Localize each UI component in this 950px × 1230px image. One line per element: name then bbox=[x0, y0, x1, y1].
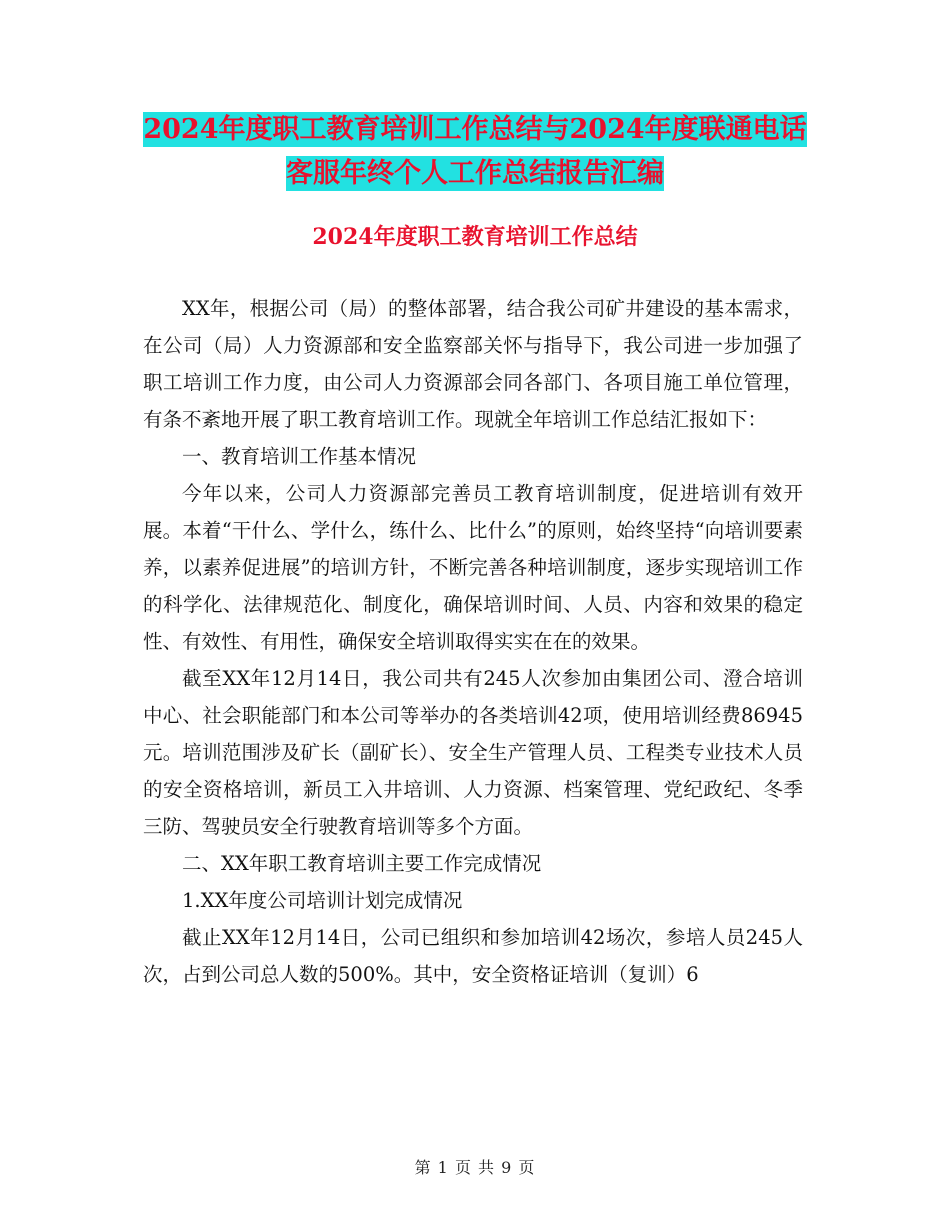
page-footer: 第 1 页 共 9 页 bbox=[414, 1158, 536, 1177]
paragraph-subheading: 1.XX年度公司培训计划完成情况 bbox=[182, 889, 463, 912]
document-body bbox=[143, 290, 803, 993]
section-title: 2024年度职工教育培训工作总结 bbox=[312, 224, 638, 250]
paragraph-heading: 二、XX年职工教育培训主要工作完成情况 bbox=[182, 852, 542, 875]
paragraph-heading: 一、教育培训工作基本情况 bbox=[182, 445, 417, 468]
title-highlight: 客服年终个人工作总结报告汇编 bbox=[286, 158, 664, 189]
paragraph: XX年，根据公司（局）的整体部署，结合我公司矿井建设的基本需求，在公司（局）人力资源部和安全监察部关怀与指导下，我公司进一步加强了职工培训工作力度，由公司人力资源部会同各部门、各项目施工单位管理，有条不紊地开展了职工教育培训工作。现就全年培训工作总结汇报如下： bbox=[143, 297, 803, 431]
document-title-line-1 bbox=[0, 113, 950, 147]
paragraph: 截止XX年12月14日，公司已组织和参加培训42场次，参培人员245人次，占到公司总人数的500%。其中，安全资格证培训（复训）6 bbox=[143, 926, 803, 986]
paragraph: 截至XX年12月14日，我公司共有245人次参加由集团公司、澄合培训中心、社会职能部门和本公司等举办的各类培训42项，使用培训经费86945元。培训范围涉及矿长（副矿长）、安全生产管理人员、工程类专业技术人员的安全资格培训，新员工入井培训、人力资源、档案管理、党纪政纪、冬季三防、驾驶员安全行驶教育培训等多个方面。 bbox=[143, 667, 803, 838]
paragraph: 今年以来，公司人力资源部完善员工教育培训制度，促进培训有效开展。本着“干什么、学什么，练什么、比什么”的原则，始终坚持“向培训要素养，以素养促进展”的培训方针，不断完善各种培训制度，逐步实现培训工作的科学化、法律规范化、制度化，确保培训时间、人员、内容和效果的稳定性、有效性、有用性，确保安全培训取得实实在在的效果。 bbox=[143, 482, 803, 653]
document-title-line-2 bbox=[0, 157, 950, 191]
title-highlight: 2024年度职工教育培训工作总结与2024年度联通电话 bbox=[143, 114, 807, 145]
